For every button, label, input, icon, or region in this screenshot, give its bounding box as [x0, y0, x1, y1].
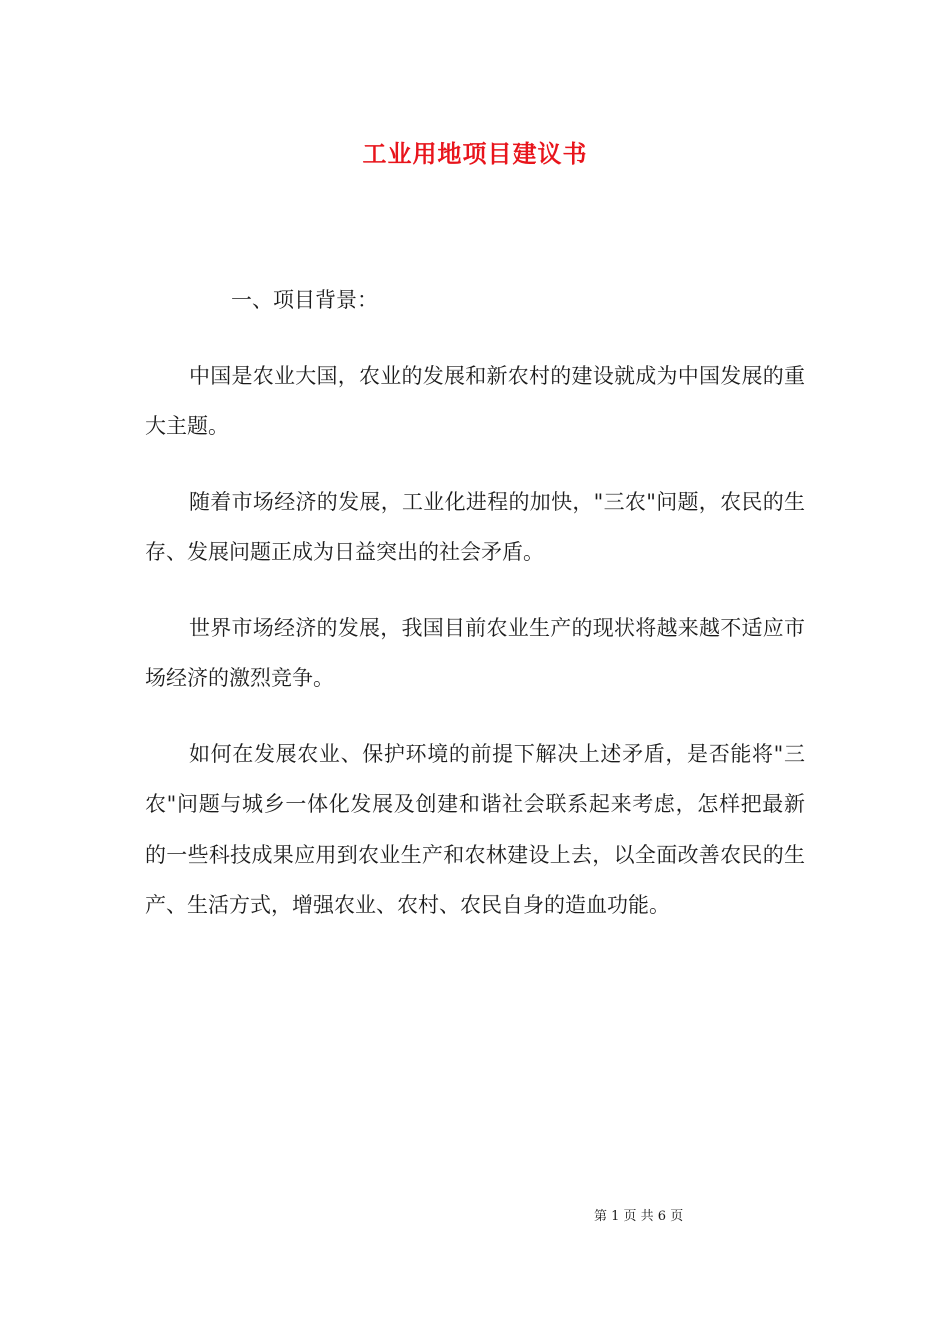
section-heading: 一、项目背景： — [231, 288, 378, 312]
paragraph-2: 随着市场经济的发展，工业化进程的加快，"三农"问题，农民的生存、发展问题正成为日益突出的社会矛盾。 — [145, 489, 805, 564]
paragraph-1: 中国是农业大国，农业的发展和新农村的建设就成为中国发展的重大主题。 — [145, 363, 805, 438]
paragraph-3: 世界市场经济的发展，我国目前农业生产的现状将越来越不适应市场经济的激烈竞争。 — [145, 615, 805, 690]
document-body — [145, 275, 805, 956]
page-number: 第 1 页 共 6 页 — [594, 1209, 684, 1224]
paragraph-4: 如何在发展农业、保护环境的前提下解决上述矛盾，是否能将"三农"问题与城乡一体化发展及创建和谐社会联系起来考虑，怎样把最新的一些科技成果应用到农业生产和农林建设上去，以全面改善农民的生产、生活方式，增强农业、农村、农民自身的造血功能。 — [145, 741, 805, 917]
document-title: 工业用地项目建议书 — [362, 139, 588, 168]
